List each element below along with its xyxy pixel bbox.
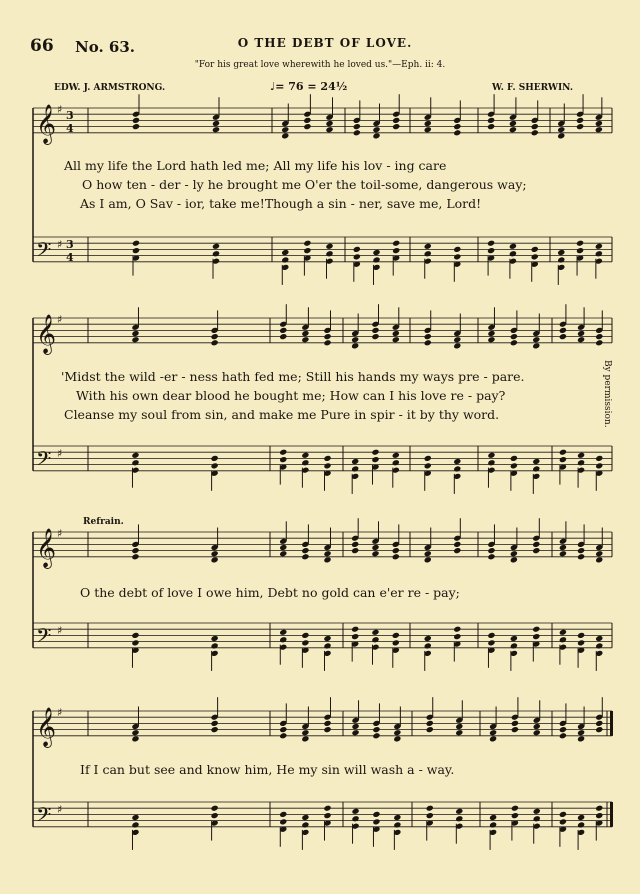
note-head [279, 818, 287, 825]
note-head [424, 250, 432, 257]
note-head [279, 327, 287, 334]
note-head [595, 455, 603, 462]
note-head [489, 814, 497, 821]
note-head [323, 556, 331, 563]
note-head [509, 250, 517, 257]
note-head [559, 327, 567, 334]
note-head [453, 626, 461, 633]
note-head [392, 117, 400, 124]
note-head [510, 556, 518, 563]
note-head [211, 462, 219, 469]
note-head [211, 805, 219, 812]
note-head [211, 556, 219, 563]
note-head [453, 465, 461, 472]
note-head [577, 452, 585, 459]
permission-note: By permission. [602, 360, 612, 428]
note-head [455, 815, 463, 822]
note-head [595, 243, 603, 250]
note-head [595, 726, 603, 733]
note-head [510, 333, 518, 340]
note-head [510, 550, 518, 557]
treble-clef-icon: 𝄞 [36, 313, 57, 354]
note-head [533, 723, 541, 730]
verse1-line1: All my life the Lord hath led me; All my life his lov - ing care [64, 158, 447, 173]
note-head [532, 342, 540, 349]
note-head [323, 333, 331, 340]
note-head [511, 812, 519, 819]
note-head [131, 553, 139, 560]
time-sig-top: 3 [66, 109, 74, 122]
note-head [351, 808, 359, 815]
note-head [323, 455, 331, 462]
sharp-icon: ♯ [57, 624, 63, 637]
treble-clef-icon: 𝄞 [36, 706, 57, 747]
note-head [392, 452, 400, 459]
note-head [301, 735, 309, 742]
note-head [595, 635, 603, 642]
note-head [487, 240, 495, 247]
note-head [424, 120, 432, 127]
note-head [131, 632, 139, 639]
note-head [455, 723, 463, 730]
note-head [595, 720, 603, 727]
refrain-line2: If I can but see and know him, He my sin will wash a - way. [80, 762, 455, 777]
note-head [455, 729, 463, 736]
note-head [595, 642, 603, 649]
note-head [211, 812, 219, 819]
note-head [424, 550, 432, 557]
note-head [372, 126, 380, 133]
note-head [372, 818, 380, 825]
note-head [353, 246, 361, 253]
note-head [577, 336, 585, 343]
note-head [559, 449, 567, 456]
note-head [424, 126, 432, 133]
note-head [371, 629, 379, 636]
note-head [371, 449, 379, 456]
note-head [301, 459, 309, 466]
note-head [424, 556, 432, 563]
refrain-line1: O the debt of love I owe him, Debt no gold can e'er re - pay; [80, 585, 460, 600]
note-head [279, 544, 287, 551]
note-head [453, 633, 461, 640]
note-head [455, 808, 463, 815]
note-head [392, 240, 400, 247]
note-head [559, 544, 567, 551]
note-head [279, 732, 287, 739]
note-head [211, 550, 219, 557]
treble-clef-icon: 𝄞 [36, 103, 57, 144]
note-head [132, 117, 140, 124]
note-head [509, 120, 517, 127]
note-head [453, 246, 461, 253]
note-head [323, 550, 331, 557]
note-head [281, 249, 289, 256]
note-head [323, 812, 331, 819]
note-head [325, 250, 333, 257]
note-head [279, 449, 287, 456]
note-head [372, 732, 380, 739]
note-head [559, 636, 567, 643]
note-head [559, 456, 567, 463]
note-head [393, 821, 401, 828]
note-head [511, 720, 519, 727]
note-head [303, 117, 311, 124]
note-head [577, 821, 585, 828]
note-head [576, 240, 584, 247]
note-head [371, 636, 379, 643]
note-head [301, 729, 309, 736]
note-head [426, 726, 434, 733]
note-head [131, 459, 139, 466]
note-head [281, 126, 289, 133]
note-head [301, 547, 309, 554]
note-head [393, 735, 401, 742]
note-head [303, 123, 311, 130]
note-head [131, 330, 139, 337]
note-head [487, 632, 495, 639]
note-head [577, 729, 585, 736]
sharp-icon: ♯ [57, 238, 63, 251]
note-head [301, 330, 309, 337]
hymn-title: O THE DEBT OF LOVE. [237, 36, 413, 50]
note-head [532, 458, 540, 465]
note-head [351, 729, 359, 736]
time-sig-top: 3 [66, 238, 74, 251]
bass-clef-icon: 𝄢 [36, 802, 52, 831]
note-head [509, 243, 517, 250]
note-head [487, 639, 495, 646]
note-head [595, 805, 603, 812]
note-head [559, 550, 567, 557]
note-head [279, 726, 287, 733]
note-head [559, 818, 567, 825]
note-head [533, 815, 541, 822]
note-head [510, 462, 518, 469]
note-head [489, 735, 497, 742]
note-head [392, 336, 400, 343]
note-head [131, 735, 139, 742]
note-head [392, 330, 400, 337]
note-head [487, 336, 495, 343]
note-head [393, 814, 401, 821]
note-head [211, 635, 219, 642]
note-head [511, 805, 519, 812]
note-head [351, 547, 359, 554]
time-sig-bottom: 4 [66, 122, 74, 135]
note-head [424, 642, 432, 649]
hymn-number: No. 63. [75, 38, 135, 56]
note-head [576, 117, 584, 124]
note-head [353, 123, 361, 130]
note-head [557, 126, 565, 133]
note-head [131, 547, 139, 554]
note-head [577, 547, 585, 554]
treble-clef-icon: 𝄞 [36, 527, 57, 568]
note-head [595, 556, 603, 563]
note-head [303, 240, 311, 247]
verse1-line3: As I am, O Sav - ior, take me!Though a sin - ner, save me, Lord! [80, 196, 482, 211]
note-head [453, 547, 461, 554]
note-head [577, 632, 585, 639]
epigraph: "For his great love wherewith he loved us."—Eph. ii: 4. [194, 60, 446, 70]
note-head [211, 720, 219, 727]
note-head [351, 458, 359, 465]
note-head [301, 821, 309, 828]
note-head [351, 541, 359, 548]
note-head [351, 815, 359, 822]
note-head [557, 256, 565, 263]
note-head [212, 250, 220, 257]
note-head [453, 253, 461, 260]
note-head [371, 550, 379, 557]
note-head [510, 455, 518, 462]
time-sig-bottom: 4 [66, 251, 74, 264]
note-head [557, 249, 565, 256]
note-head [487, 547, 495, 554]
note-head [393, 729, 401, 736]
note-head [351, 465, 359, 472]
note-head [323, 635, 331, 642]
note-head [323, 339, 331, 346]
sharp-icon: ♯ [57, 803, 63, 816]
note-head [279, 636, 287, 643]
note-head [510, 339, 518, 346]
note-head [325, 126, 333, 133]
note-head [392, 553, 400, 560]
lyricist: EDW. J. ARMSTRONG. [54, 83, 166, 93]
note-head [489, 821, 497, 828]
note-head [371, 333, 379, 340]
bass-clef-icon: 𝄢 [36, 237, 52, 266]
note-head [531, 123, 539, 130]
note-head [323, 642, 331, 649]
note-head [532, 547, 540, 554]
note-head [301, 814, 309, 821]
note-head [351, 336, 359, 343]
note-head [595, 333, 603, 340]
note-head [323, 462, 331, 469]
note-head [532, 336, 540, 343]
note-head [424, 462, 432, 469]
note-head [323, 805, 331, 812]
note-head [577, 639, 585, 646]
note-head [532, 626, 540, 633]
verse2-line2: With his own dear blood he bought me; How can I his love re - pay? [76, 388, 506, 403]
note-head [559, 726, 567, 733]
bass-clef-icon: 𝄢 [36, 446, 52, 475]
note-head [132, 247, 140, 254]
note-head [351, 723, 359, 730]
note-head [211, 333, 219, 340]
note-head [595, 550, 603, 557]
note-head [487, 452, 495, 459]
note-head [392, 123, 400, 130]
note-head [279, 333, 287, 340]
note-head [301, 632, 309, 639]
note-head [372, 256, 380, 263]
note-head [510, 642, 518, 649]
note-head [577, 735, 585, 742]
tempo-marking: ♩= 76 = 24½ [270, 80, 348, 93]
note-head [487, 123, 495, 130]
sharp-icon: ♯ [57, 103, 63, 116]
note-head [531, 129, 539, 136]
note-head [323, 726, 331, 733]
note-head [131, 336, 139, 343]
note-head [577, 459, 585, 466]
note-head [426, 812, 434, 819]
note-head [577, 814, 585, 821]
note-head [301, 553, 309, 560]
note-head [325, 120, 333, 127]
note-head [211, 455, 219, 462]
note-head [424, 243, 432, 250]
note-head [211, 726, 219, 733]
note-head [371, 456, 379, 463]
note-head [131, 821, 139, 828]
note-head [559, 629, 567, 636]
note-head [211, 339, 219, 346]
note-head [489, 729, 497, 736]
page-number: 66 [30, 36, 54, 56]
note-head [372, 132, 380, 139]
note-head [301, 452, 309, 459]
note-head [559, 811, 567, 818]
sharp-icon: ♯ [57, 706, 63, 719]
note-head [487, 247, 495, 254]
note-head [392, 247, 400, 254]
note-head [576, 247, 584, 254]
note-head [132, 240, 140, 247]
note-head [301, 336, 309, 343]
note-head [301, 639, 309, 646]
note-head [426, 720, 434, 727]
note-head [279, 811, 287, 818]
note-head [353, 129, 361, 136]
final-barline-thick [610, 802, 613, 827]
note-head [279, 629, 287, 636]
sharp-icon: ♯ [57, 527, 63, 540]
note-head [325, 243, 333, 250]
note-head [351, 342, 359, 349]
final-barline-thick [610, 711, 613, 736]
note-head [557, 132, 565, 139]
note-head [532, 465, 540, 472]
note-head [353, 253, 361, 260]
note-head [453, 541, 461, 548]
note-head [279, 550, 287, 557]
note-head [303, 247, 311, 254]
note-head [487, 553, 495, 560]
note-head [511, 726, 519, 733]
note-head [131, 729, 139, 736]
note-head [281, 132, 289, 139]
note-head [487, 459, 495, 466]
note-head [424, 455, 432, 462]
note-head [532, 633, 540, 640]
note-head [212, 243, 220, 250]
refrain-label: Refrain. [83, 517, 124, 527]
note-head [531, 253, 539, 260]
note-head [131, 814, 139, 821]
verse1-line2: O how ten - der - ly he brought me O'er the toil-some, dangerous way; [82, 177, 527, 192]
note-head [351, 626, 359, 633]
note-head [453, 458, 461, 465]
note-head [351, 633, 359, 640]
note-head [372, 811, 380, 818]
note-head [595, 126, 603, 133]
note-head [595, 250, 603, 257]
note-head [392, 459, 400, 466]
note-head [371, 327, 379, 334]
note-head [532, 541, 540, 548]
note-head [211, 642, 219, 649]
bass-clef-icon: 𝄢 [36, 623, 52, 652]
note-head [132, 123, 140, 130]
note-head [577, 553, 585, 560]
note-head [576, 123, 584, 130]
note-head [595, 812, 603, 819]
note-head [453, 129, 461, 136]
note-head [595, 462, 603, 469]
note-head [453, 336, 461, 343]
verse2-line1: 'Midst the wild -er - ness hath fed me; Still his hands my ways pre - pare. [61, 369, 525, 384]
note-head [577, 330, 585, 337]
note-head [559, 732, 567, 739]
note-head [509, 126, 517, 133]
note-head [510, 635, 518, 642]
composer: W. F. SHERWIN. [492, 83, 573, 93]
note-head [392, 547, 400, 554]
note-head [595, 339, 603, 346]
note-head [323, 720, 331, 727]
note-head [453, 123, 461, 130]
note-head [533, 808, 541, 815]
note-head [392, 639, 400, 646]
note-head [487, 117, 495, 124]
note-head [531, 246, 539, 253]
note-head [212, 120, 220, 127]
sharp-icon: ♯ [57, 313, 63, 326]
note-head [131, 639, 139, 646]
note-head [212, 126, 220, 133]
note-head [131, 452, 139, 459]
note-head [595, 120, 603, 127]
note-head [533, 729, 541, 736]
note-head [424, 635, 432, 642]
note-head [372, 249, 380, 256]
note-head [487, 330, 495, 337]
note-head [372, 726, 380, 733]
note-head [279, 456, 287, 463]
note-head [559, 333, 567, 340]
note-head [453, 342, 461, 349]
verse2-line3: Cleanse my soul from sin, and make me Pure in spir - it by thy word. [64, 407, 500, 422]
note-head [424, 339, 432, 346]
note-head [392, 632, 400, 639]
sharp-icon: ♯ [57, 447, 63, 460]
note-head [424, 333, 432, 340]
note-head [426, 805, 434, 812]
note-head [281, 256, 289, 263]
note-head [371, 544, 379, 551]
